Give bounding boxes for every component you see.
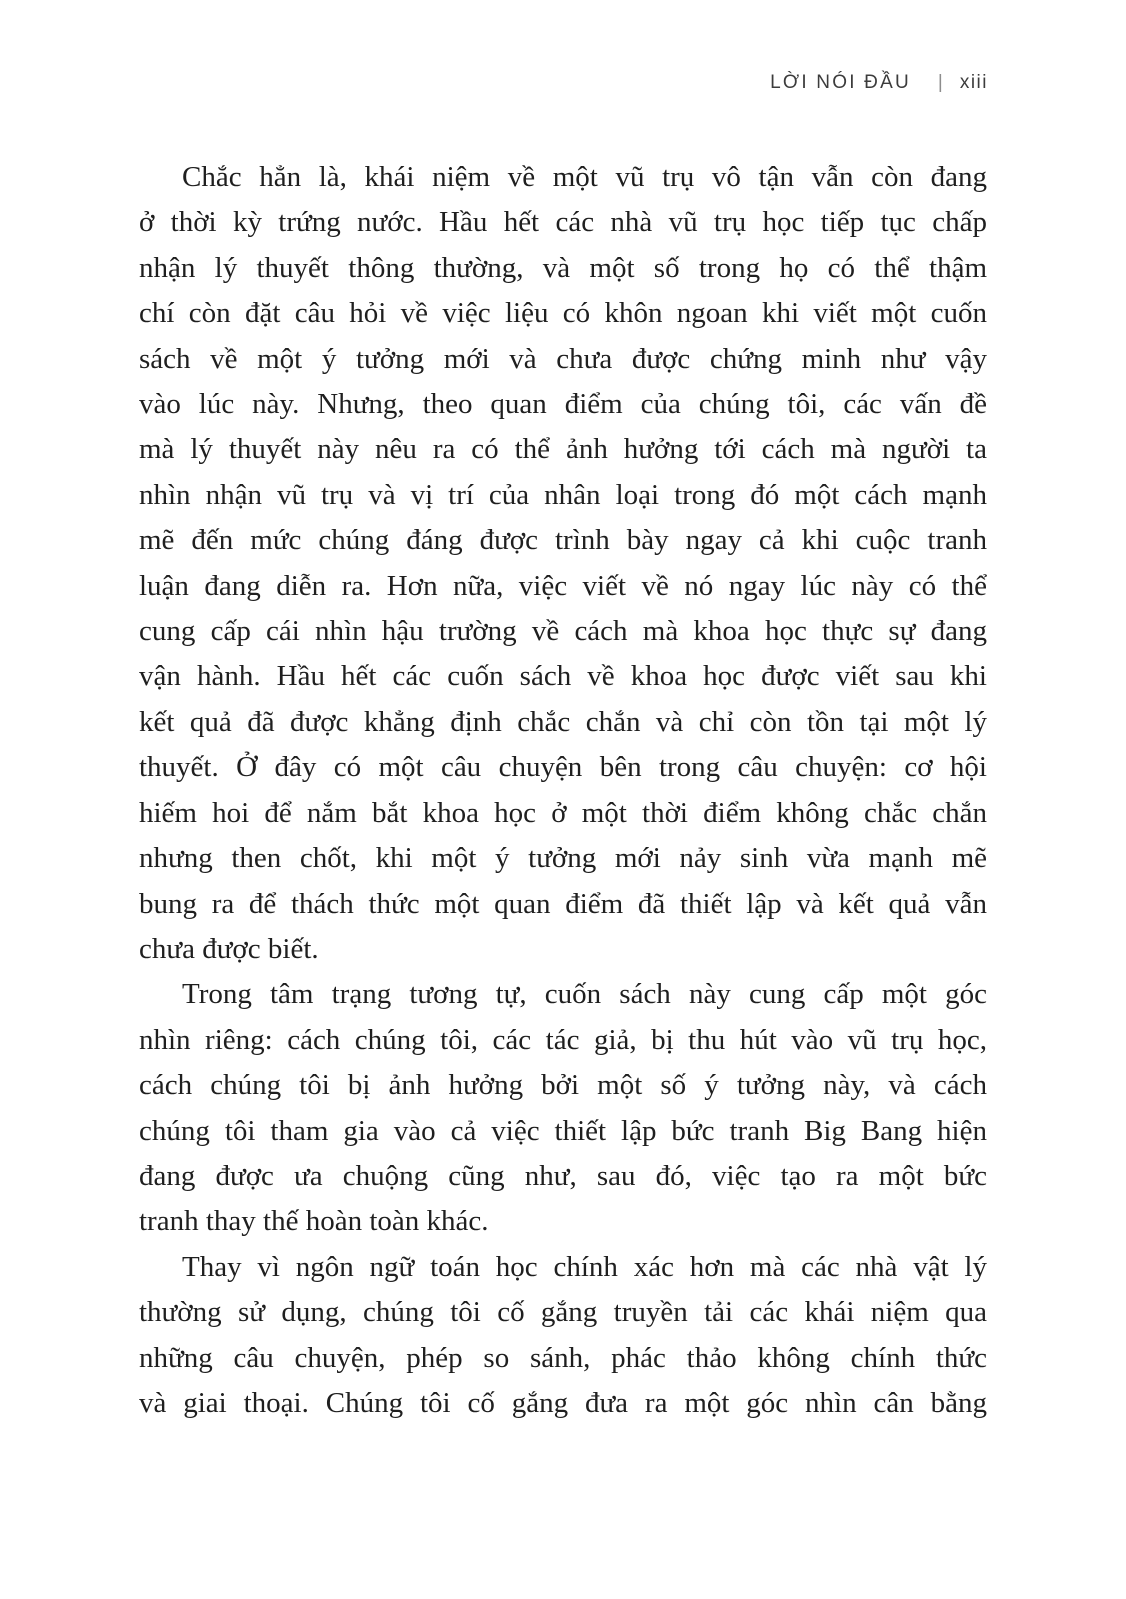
text-line: mẽ đến mức chúng đáng được trình bày ngay cả khi cuộc tranh [139,524,987,557]
text-line: đang được ưa chuộng cũng như, sau đó, việc tạo ra một bức [139,1159,987,1192]
text-line: nhìn nhận vũ trụ và vị trí của nhân loại trong đó một cách mạnh [139,478,987,511]
text-line: vận hành. Hầu hết các cuốn sách về khoa học được viết sau khi [139,660,987,693]
section-title: LỜI NÓI ĐẦU [770,72,911,93]
text-line: mà lý thuyết này nêu ra có thể ảnh hưởng tới cách mà người ta [139,433,987,466]
text-line: cung cấp cái nhìn hậu trường về cách mà khoa học thực sự đang [139,615,987,648]
text-line: vào lúc này. Nhưng, theo quan điểm của chúng tôi, các vấn đề [139,388,987,421]
text-line: chưa được biết. [139,932,319,965]
text-line: chí còn đặt câu hỏi về việc liệu có khôn ngoan khi viết một cuốn [139,297,987,330]
text-line: thường sử dụng, chúng tôi cố gắng truyền tải các khái niệm qua [139,1296,987,1329]
text-line: cách chúng tôi bị ảnh hưởng bởi một số ý tưởng này, và cách [139,1069,987,1102]
text-line: nhận lý thuyết thông thường, và một số trong họ có thể thậm [139,251,987,284]
text-line: tranh thay thế hoàn toàn khác. [139,1205,489,1238]
text-line: chúng tôi tham gia vào cả việc thiết lập bức tranh Big Bang hiện [139,1114,987,1147]
body-text [139,155,987,1426]
text-line: sách về một ý tưởng mới và chưa được chứng minh như vậy [139,342,987,375]
text-line: kết quả đã được khẳng định chắc chắn và chỉ còn tồn tại một lý [139,705,987,738]
paragraph [139,972,987,1244]
page-number: xiii [959,72,988,93]
header-separator: | [937,72,943,93]
paragraph [139,1245,987,1427]
paragraph [139,155,987,972]
text-line: những câu chuyện, phép so sánh, phác thảo không chính thức [139,1341,987,1374]
text-line: thuyết. Ở đây có một câu chuyện bên trong câu chuyện: cơ hội [139,751,987,784]
text-line: Thay vì ngôn ngữ toán học chính xác hơn mà các nhà vật lý [182,1250,987,1283]
text-line: nhìn riêng: cách chúng tôi, các tác giả, bị thu hút vào vũ trụ học, [139,1023,987,1056]
text-line: hiếm hoi để nắm bắt khoa học ở một thời điểm không chắc chắn [139,796,987,829]
text-line: nhưng then chốt, khi một ý tưởng mới nảy sinh vừa mạnh mẽ [139,842,987,875]
text-line: luận đang diễn ra. Hơn nữa, việc viết về nó ngay lúc này có thể [139,569,987,602]
text-line: bung ra để thách thức một quan điểm đã thiết lập và kết quả vẫn [139,887,987,920]
running-header [770,72,988,94]
text-line: Trong tâm trạng tương tự, cuốn sách này cung cấp một góc [182,978,987,1011]
text-line: Chắc hẳn là, khái niệm về một vũ trụ vô tận vẫn còn đang [182,161,987,193]
text-line: ở thời kỳ trứng nước. Hầu hết các nhà vũ trụ học tiếp tục chấp [139,206,987,239]
text-line: và giai thoại. Chúng tôi cố gắng đưa ra một góc nhìn cân bằng [139,1386,987,1419]
